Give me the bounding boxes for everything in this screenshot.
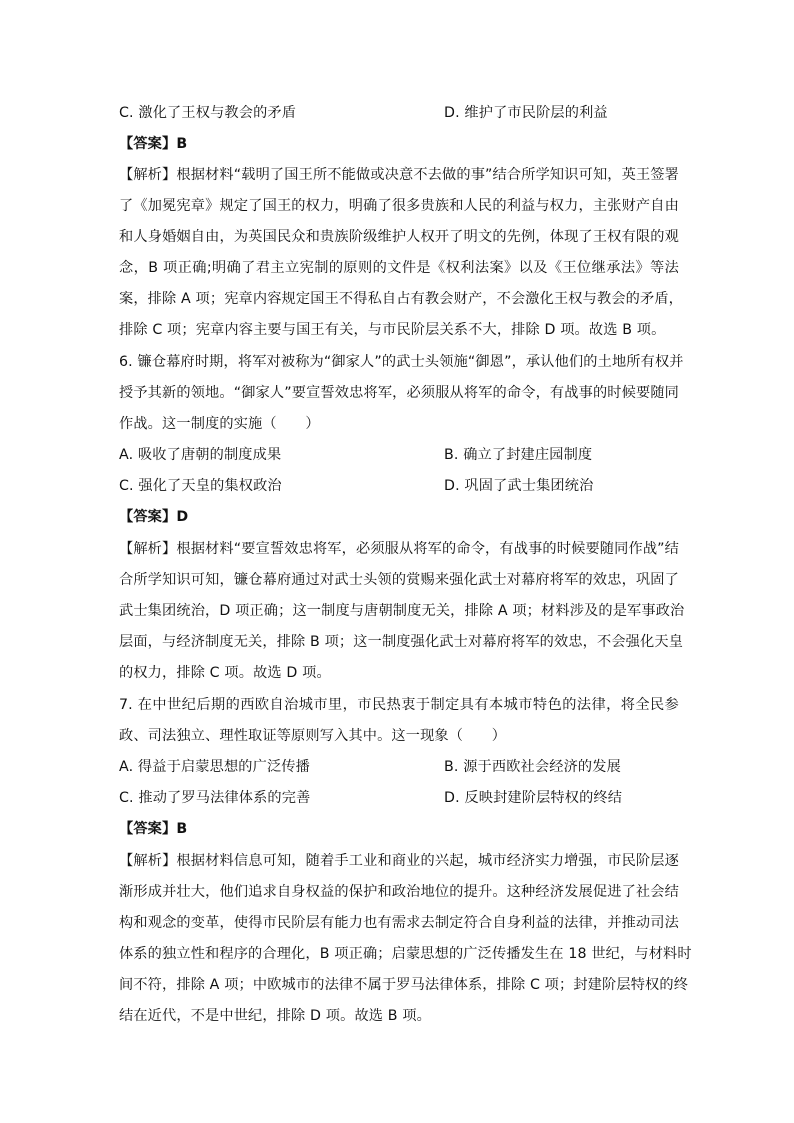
q7-answer: 【答案】B <box>119 821 188 837</box>
q7-option-c: C. 推动了罗马法律体系的完善 <box>119 790 311 806</box>
q6-stem-line: 授予其新的领地。“御家人”要宣誓效忠将军，必须服从将军的命令，有战事的时候要随同 <box>119 385 679 401</box>
q7-option-b: B. 源于西欧社会经济的发展 <box>444 759 621 775</box>
q6-answer: 【答案】D <box>119 509 189 525</box>
q6-option-d: D. 巩固了武士集团统治 <box>444 478 594 494</box>
q7-analysis-line: 【解析】根据材料信息可知，随着手工业和商业的兴起，城市经济实力增强，市民阶层逐 <box>119 853 679 869</box>
q7-analysis-line: 渐形成并壮大，他们追求自身权益的保护和政治地位的提升。这种经济发展促进了社会结 <box>119 884 679 900</box>
q5-analysis-line: 了《加冕宪章》规定了国王的权力，明确了很多贵族和人民的利益与权力，主张财产自由 <box>119 198 679 214</box>
q7-analysis-line: 体系的独立性和程序的合理化，B 项正确；启蒙思想的广泛传播发生在 18 世纪，与材料时 <box>119 946 692 962</box>
q7-option-a: A. 得益于启蒙思想的广泛传播 <box>119 759 310 775</box>
q5-analysis-line: 案，排除 A 项；宪章内容规定国王不得私自占有教会财产，不会激化王权与教会的矛盾， <box>119 291 684 307</box>
q6-option-a: A. 吸收了唐朝的制度成果 <box>119 447 282 463</box>
q6-option-c: C. 强化了天皇的集权政治 <box>119 478 282 494</box>
q7-option-d: D. 反映封建阶层特权的终结 <box>444 790 623 806</box>
q6-analysis-line: 层面，与经济制度无关，排除 B 项；这一制度强化武士对幕府将军的效忠，不会强化天皇 <box>119 634 684 650</box>
q5-analysis-line: 念，B 项正确;明确了君主立宪制的原则的文件是《权利法案》以及《王位继承法》等法 <box>119 260 679 276</box>
q5-option-c: C. 激化了王权与教会的矛盾 <box>119 105 297 121</box>
q6-analysis-line: 武士集团统治，D 项正确；这一制度与唐朝制度无关，排除 A 项；材料涉及的是军事政治 <box>119 603 685 619</box>
q5-answer: 【答案】B <box>119 136 188 152</box>
q6-stem-line: 作战。这一制度的实施（ ） <box>119 416 320 432</box>
q7-analysis-line: 结在近代，不是中世纪，排除 D 项。故选 B 项。 <box>119 1008 432 1024</box>
q6-stem-line: 6. 镰仓幕府时期，将军对被称为“御家人”的武士头领施“御恩”，承认他们的土地所有权并 <box>119 354 684 370</box>
q7-stem-line: 政、司法独立、理性取证等原则写入其中。这一现象（ ） <box>119 728 507 744</box>
q5-analysis-line: 排除 C 项；宪章内容主要与国王有关，与市民阶层关系不大，排除 D 项。故选 B 项。 <box>119 322 666 338</box>
q7-analysis-line: 间不符，排除 A 项；中欧城市的法律不属于罗马法律体系，排除 C 项；封建阶层特权的终 <box>119 977 689 993</box>
q6-option-b: B. 确立了封建庄园制度 <box>444 447 593 463</box>
q6-analysis-line: 的权力，排除 C 项。故选 D 项。 <box>119 665 331 681</box>
q6-analysis-line: 【解析】根据材料“要宣誓效忠将军，必须服从将军的命令，有战事的时候要随同作战”结 <box>119 541 679 557</box>
q7-analysis-line: 构和观念的变革，使得市民阶层有能力也有需求去制定符合自身利益的法律，并推动司法 <box>119 915 679 931</box>
q5-analysis-line: 【解析】根据材料“载明了国王所不能做或决意不去做的事”结合所学知识可知，英王签署 <box>119 167 679 183</box>
q5-option-d: D. 维护了市民阶层的利益 <box>444 105 608 121</box>
q5-analysis-line: 和人身婚姻自由，为英国民众和贵族阶级维护人权开了明文的先例，体现了王权有限的观 <box>119 229 679 245</box>
q7-stem-line: 7. 在中世纪后期的西欧自治城市里，市民热衷于制定具有本城市特色的法律，将全民参 <box>119 697 679 713</box>
q6-analysis-line: 合所学知识可知，镰仓幕府通过对武士头领的赏赐来强化武士对幕府将军的效忠，巩固了 <box>119 572 679 588</box>
